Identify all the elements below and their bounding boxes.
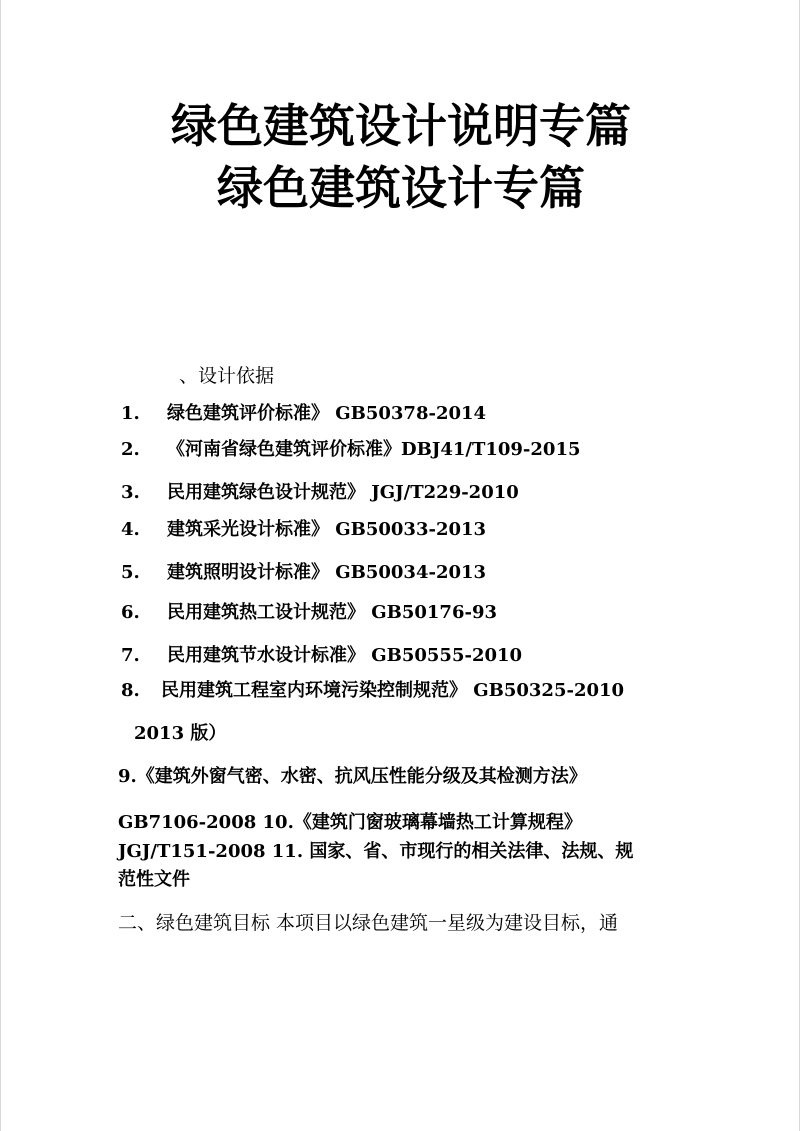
list-item: GB7106-2008 10.《建筑门窗玻璃幕墙热工计算规程》 — [118, 812, 582, 833]
list-item — [121, 679, 624, 703]
list-item: JGJ/T151-2008 11. 国家、省、市现行的相关法律、法规、规 — [118, 841, 634, 862]
list-item-number: 4. — [121, 519, 140, 540]
section-paragraph-green-building-target: 二、绿色建筑目标 本项目以绿色建筑一星级为建设目标，通 — [118, 912, 619, 934]
page-title: 绿色建筑设计说明专篇 — [171, 99, 631, 153]
list-item — [121, 402, 486, 426]
section-heading-design-basis: 、设计依据 — [179, 365, 275, 387]
list-item-text: 民用建筑热工设计规范》 GB50176-93 — [167, 602, 497, 623]
list-item-number: 3. — [121, 482, 140, 503]
list-item-text: 建筑采光设计标准》 GB50033-2013 — [167, 519, 487, 540]
list-item-continuation: 2013 版） — [134, 723, 227, 744]
list-item — [121, 644, 522, 668]
list-item — [121, 481, 519, 505]
list-item-number: 1. — [121, 403, 140, 424]
list-item-text: 绿色建筑评价标准》 GB50378-2014 — [167, 403, 487, 424]
list-item-text: 民用建筑绿色设计规范》 JGJ/T229-2010 — [167, 482, 519, 503]
list-item — [121, 518, 486, 542]
list-item — [121, 601, 497, 625]
list-item-number: 2. — [121, 439, 140, 460]
list-item — [121, 438, 581, 462]
list-item-text: 民用建筑工程室内环境污染控制规范》 GB50325-2010 — [161, 680, 625, 701]
list-item-number: 5. — [121, 562, 140, 583]
list-item-number: 6. — [121, 602, 140, 623]
list-item-text: 民用建筑节水设计标准》 GB50555-2010 — [167, 645, 523, 666]
page-subtitle: 绿色建筑设计专篇 — [217, 161, 585, 215]
list-item-text: 建筑照明设计标准》 GB50034-2013 — [167, 562, 487, 583]
list-item-number: 7. — [121, 645, 140, 666]
list-item: 9.《建筑外窗气密、水密、抗风压性能分级及其检测方法》 — [118, 766, 587, 787]
list-item-continuation: 范性文件 — [118, 869, 190, 890]
list-item-text: 《河南省绿色建筑评价标准》DBJ41/T109-2015 — [167, 439, 581, 460]
list-item-number: 8. — [121, 680, 140, 701]
list-item — [121, 561, 486, 585]
